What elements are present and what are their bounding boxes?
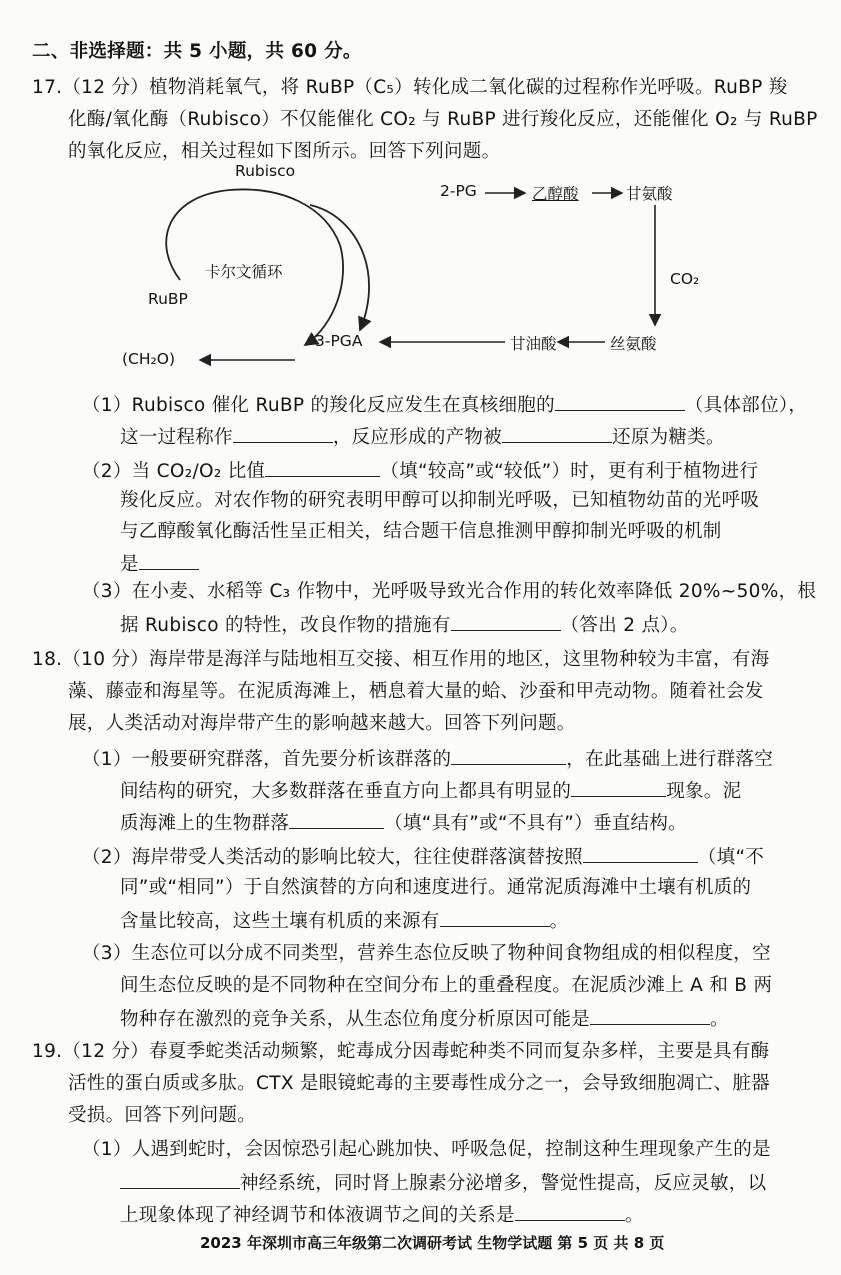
q18-3-text-c: 物种存在激烈的竞争关系，从生态位角度分析原因可能是: [120, 1009, 591, 1030]
q17-intro-line-2: 化酶/氧化酶（Rubisco）不仅能催化 CO₂ 与 RuBP 进行羧化反应，还能催化 O₂ 与 RuBP: [68, 109, 818, 130]
q19-intro-line-1: 19.（12 分）春夏季蛇类活动频繁，蛇毒成分因毒蛇种类不同而复杂多样，主要是具有酶: [32, 1041, 770, 1062]
q17-1-line-1: [82, 392, 807, 418]
answer-blank[interactable]: [440, 908, 550, 927]
answer-blank[interactable]: [571, 778, 666, 797]
q17-2-text-e: 是: [120, 554, 139, 575]
q19-1-line-1: （1）人遇到蛇时，会因惊恐引起心跳加快、呼吸急促，控制这种生理现象产生的是: [82, 1139, 771, 1160]
q18-2-text-e: 。: [549, 911, 569, 932]
q18-intro-line-1: 18.（10 分）海岸带是海洋与陆地相互交接、相互作用的地区，这里物种较为丰富，有海: [32, 649, 770, 670]
co2-label: CO₂: [670, 270, 700, 288]
q19-1-text-c: 上现象体现了神经调节和体液调节之间的关系是: [120, 1205, 515, 1226]
ch2o-label: (CH₂O): [122, 350, 175, 368]
q18-intro-line-3: 展，人类活动对海岸带产生的影响越来越大。回答下列问题。: [68, 713, 576, 734]
q18-1-text-a: （1）一般要研究群落，首先要分析该群落的: [82, 749, 452, 770]
glycerate-label: 甘油酸: [510, 335, 557, 353]
answer-blank[interactable]: [289, 810, 384, 829]
q18-3-text-d: 。: [710, 1009, 729, 1030]
answer-blank[interactable]: [451, 746, 566, 765]
q18-3-line-3: [120, 1006, 729, 1032]
q18-1-line-2: [120, 778, 741, 804]
q18-2-line-2: 同”或“相同”）于自然演替的方向和速度进行。通常泥质海滩中土壤有机质的: [120, 877, 752, 898]
q18-1-line-1: [82, 746, 773, 772]
q17-3-text-c: （答出 2 点）。: [560, 615, 689, 636]
rubisco-label: Rubisco: [235, 162, 296, 180]
q18-3-line-1: （3）生态位可以分成不同类型，营养生态位反映了物种间食物组成的相似程度，空: [82, 943, 771, 964]
q18-2-text-d: 含量比较高，这些土壤有机质的来源有: [120, 911, 440, 932]
q18-1-line-3: [120, 810, 687, 836]
q18-1-text-f: （填“具有”或“不具有”）垂直结构。: [384, 813, 687, 834]
serine-label: 丝氨酸: [610, 335, 657, 353]
q18-2-text-b: （填“不: [697, 847, 765, 868]
section-header: 二、非选择题：共 5 小题，共 60 分。: [32, 41, 362, 62]
q17-3-line-2: [120, 612, 689, 638]
q18-1-text-b: ，在此基础上进行群落空: [566, 749, 774, 770]
answer-blank[interactable]: [515, 1202, 625, 1221]
q19-1-line-3: [120, 1202, 644, 1228]
q17-1-text-b: （具体部位），: [684, 395, 808, 416]
q17-2-line-1: [82, 458, 758, 484]
answer-blank[interactable]: [233, 424, 333, 443]
rubp-label: RuBP: [148, 290, 188, 308]
calvin-cycle-label: 卡尔文循环: [205, 263, 283, 281]
q17-1-text-c: 这一过程称作: [120, 427, 233, 448]
q19-intro-line-2: 活性的蛋白质或多肽。CTX 是眼镜蛇毒的主要毒性成分之一，会导致细胞凋亡、脏器: [68, 1073, 770, 1094]
q18-2-line-3: [120, 908, 568, 934]
q19-1-text-b: 神经系统，同时肾上腺素分泌增多，警觉性提高，反应灵敏，以: [240, 1173, 767, 1194]
q18-intro-line-2: 藻、藤壶和海星等。在泥质海滩上，栖息着大量的蛤、沙蚕和甲壳动物。随着社会发: [68, 681, 764, 702]
pga-label: 3-PGA: [315, 332, 363, 350]
q17-1-text-e: 还原为糖类。: [612, 427, 725, 448]
q18-1-text-d: 现象。泥: [666, 781, 742, 802]
q18-3-line-2: 间生态位反映的是不同物种在空间分布上的重叠程度。在泥质沙滩上 A 和 B 两: [120, 975, 773, 996]
glycolate-label: 乙醇酸: [532, 185, 579, 203]
q17-3-line-1: （3）在小麦、水稻等 C₃ 作物中，光呼吸导致光合作用的转化效率降低 20%~50%，根: [82, 581, 817, 602]
q17-2-line-4: [120, 551, 199, 577]
q17-1-line-2: [120, 424, 725, 450]
q19-1-line-2: [120, 1170, 766, 1196]
q17-2-text-a: （2）当 CO₂/O₂ 比值: [82, 461, 266, 482]
answer-blank[interactable]: [451, 612, 561, 631]
q17-1-text-d: ，反应形成的产物被: [332, 427, 503, 448]
rubisco-arc: [310, 205, 369, 330]
q17-intro-line-3: 的氧化反应，相关过程如下图所示。回答下列问题。: [68, 141, 501, 162]
answer-blank[interactable]: [502, 424, 612, 443]
q19-1-text-d: 。: [624, 1205, 644, 1226]
answer-blank[interactable]: [265, 458, 380, 477]
2pg-label: 2-PG: [440, 182, 477, 200]
q18-1-text-c: 间结构的研究，大多数群落在垂直方向上都具有明显的: [120, 781, 572, 802]
answer-blank[interactable]: [139, 551, 199, 570]
answer-blank[interactable]: [590, 1006, 710, 1025]
q18-2-line-1: [82, 844, 764, 870]
q17-1-text-a: （1）Rubisco 催化 RuBP 的羧化反应发生在真核细胞的: [82, 395, 555, 416]
glycine-label: 甘氨酸: [626, 185, 673, 203]
answer-blank[interactable]: [120, 1170, 240, 1189]
q19-intro-line-3: 受损。回答下列问题。: [68, 1105, 257, 1126]
q17-2-text-b: （填“较高”或“较低”）时，更有利于植物进行: [380, 461, 759, 482]
calvin-arc-right: [305, 245, 343, 345]
q17-2-line-3: 与乙醇酸氧化酶活性呈正相关，结合题干信息推测甲醇抑制光呼吸的机制: [120, 521, 722, 542]
q17-intro-line-1: 17.（12 分）植物消耗氧气，将 RuBP（C₅）转化成二氧化碳的过程称作光呼吸。RuBP 羧: [32, 77, 788, 98]
answer-blank[interactable]: [583, 844, 698, 863]
photorespiration-diagram: [110, 160, 730, 380]
q17-2-line-2: 羧化反应。对农作物的研究表明甲醇可以抑制光呼吸，已知植物幼苗的光呼吸: [120, 490, 760, 511]
q18-2-text-a: （2）海岸带受人类活动的影响比较大，往往使群落演替按照: [82, 847, 583, 868]
page-footer: 2023 年深圳市高三年级第二次调研考试 生物学试题 第 5 页 共 8 页: [200, 1234, 665, 1252]
answer-blank[interactable]: [555, 392, 685, 411]
q18-1-text-e: 质海滩上的生物群落: [120, 813, 290, 834]
q17-3-text-b: 据 Rubisco 的特性，改良作物的措施有: [120, 615, 451, 636]
